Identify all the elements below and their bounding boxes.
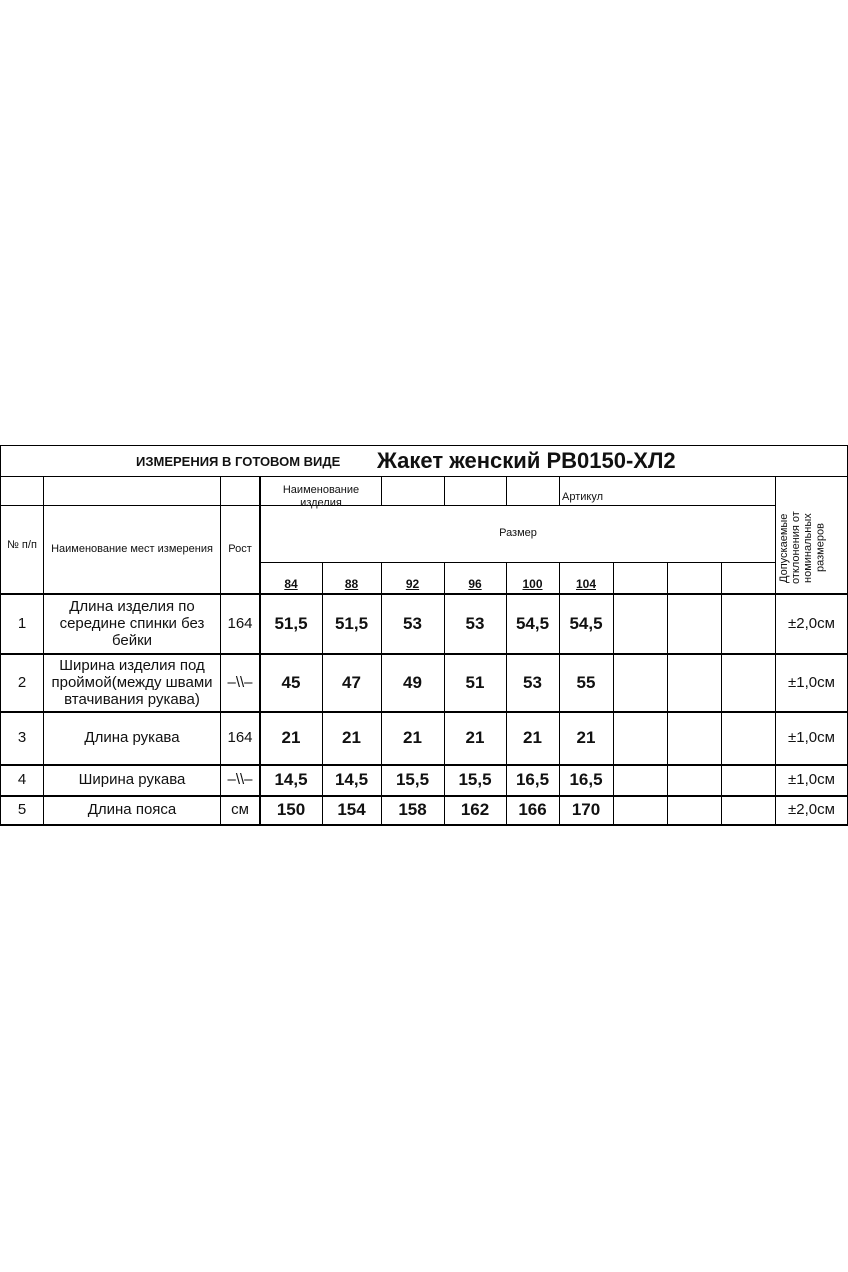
measurement-table	[0, 445, 848, 825]
col-header-place: Наименование мест измерения	[51, 542, 213, 555]
measurement-value: 21	[523, 728, 542, 748]
col-header-size: Размер	[499, 526, 537, 539]
measurement-value: 47	[342, 672, 361, 692]
row-measure-name: Длина рукава	[84, 729, 180, 747]
row-number: 2	[17, 673, 27, 691]
row-number: 1	[17, 614, 27, 632]
row-tolerance: ±1,0см	[788, 729, 835, 747]
col-header-num: № п/п	[7, 538, 37, 551]
row-number: 3	[17, 729, 27, 747]
product-name-label: Наименование изделия	[282, 484, 360, 509]
measurement-value: 51,5	[334, 613, 369, 633]
grid-line	[559, 476, 560, 506]
measurement-value: 14,5	[274, 770, 308, 790]
measurement-value: 45	[281, 672, 301, 692]
measurement-value: 21	[281, 728, 301, 748]
grid-line	[506, 476, 507, 506]
grid-line	[0, 476, 848, 477]
measurement-value: 53	[465, 613, 485, 633]
grid-line	[721, 562, 722, 825]
col-header-tolerance: Допускаемые отклонения от номинальных размеров	[778, 511, 827, 585]
row-height: 164	[227, 729, 253, 747]
row-height: см	[231, 801, 249, 819]
measurement-value: 15,5	[395, 770, 430, 790]
size-header: 104	[575, 577, 597, 592]
table-title: Жакет женский РВ0150-ХЛ2	[377, 448, 676, 474]
measurement-value: 21	[403, 728, 422, 748]
measurement-value: 166	[518, 800, 547, 820]
row-height: –\\–	[227, 673, 253, 691]
measurement-value: 53	[403, 613, 422, 633]
measurement-value: 21	[576, 728, 596, 748]
measurement-value: 51	[465, 672, 485, 692]
measurement-value: 55	[576, 672, 596, 692]
row-measure-name: Длина изделия по середине спинки без бейки	[59, 597, 205, 650]
size-header: 100	[522, 577, 543, 592]
measurement-value: 51,5	[274, 613, 308, 633]
row-height: 164	[227, 614, 253, 632]
measurement-value: 14,5	[334, 770, 369, 790]
measurement-value: 154	[337, 800, 366, 820]
measurement-value: 49	[403, 672, 422, 692]
grid-line	[381, 476, 382, 506]
size-header: 88	[344, 577, 359, 592]
measurement-value: 21	[465, 728, 485, 748]
row-tolerance: ±2,0см	[788, 801, 835, 819]
row-number: 4	[17, 771, 27, 789]
grid-line	[613, 562, 614, 825]
col-header-height: Рост	[228, 542, 252, 555]
measurement-value: 53	[523, 672, 542, 692]
measurement-value: 21	[342, 728, 361, 748]
grid-line	[444, 476, 445, 506]
measurement-value: 162	[460, 800, 490, 820]
row-tolerance: ±1,0см	[788, 673, 835, 691]
row-measure-name: Ширина изделия под проймой(между швами втачивания рукава)	[51, 656, 213, 709]
measurement-value: 16,5	[569, 770, 603, 790]
row-tolerance: ±2,0см	[788, 614, 835, 632]
table-subtitle: ИЗМЕРЕНИЯ В ГОТОВОМ ВИДЕ	[136, 453, 341, 469]
row-measure-name: Длина пояса	[87, 801, 177, 819]
row-height: –\\–	[227, 771, 253, 789]
row-measure-name: Ширина рукава	[78, 771, 186, 789]
article-label: Артикул	[562, 490, 604, 503]
measurement-value: 150	[276, 800, 306, 820]
size-header: 84	[284, 577, 298, 592]
measurement-value: 158	[398, 800, 427, 820]
size-header: 92	[405, 577, 420, 592]
row-tolerance: ±1,0см	[788, 771, 835, 789]
measurement-value: 170	[571, 800, 601, 820]
grid-line	[667, 562, 668, 825]
measurement-value: 16,5	[515, 770, 550, 790]
size-header: 96	[468, 577, 482, 592]
measurement-value: 54,5	[515, 613, 550, 633]
row-number: 5	[17, 801, 27, 819]
measurement-value: 54,5	[569, 613, 603, 633]
measurement-value: 15,5	[458, 770, 492, 790]
